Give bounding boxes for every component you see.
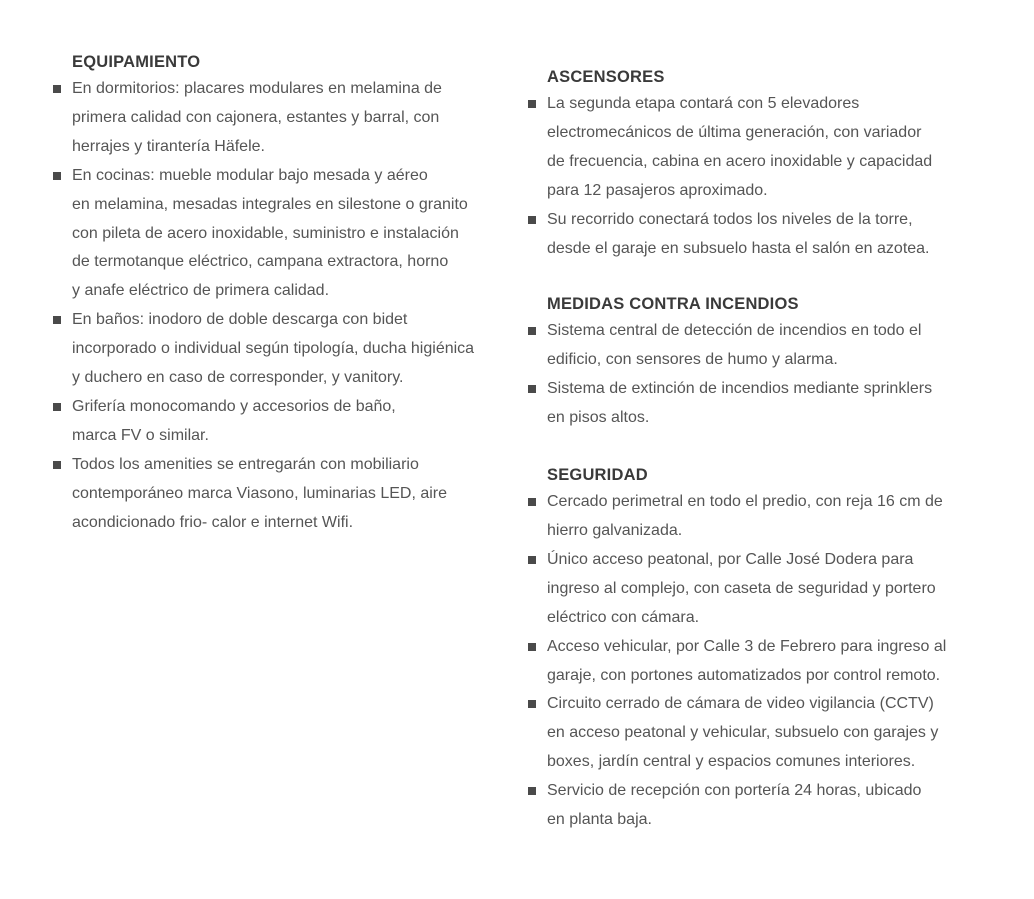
item-text-line: hierro galvanizada. — [547, 521, 683, 539]
square-bullet-icon — [528, 216, 536, 224]
item-text-line: en acceso peatonal y vehicular, subsuelo con garajes y — [547, 724, 939, 742]
item-text-line: en pisos altos. — [547, 409, 650, 427]
left-column — [52, 50, 532, 538]
square-bullet-icon — [528, 385, 536, 393]
list-equipamiento — [52, 75, 532, 538]
square-bullet-icon — [53, 316, 61, 324]
list-item — [527, 375, 1002, 433]
item-text-line: En dormitorios: placares modulares en melamina de — [72, 80, 442, 97]
item-text-line: de termotanque eléctrico, campana extractora, horno — [72, 253, 449, 271]
square-bullet-icon — [53, 172, 61, 180]
item-text-line: marca FV o similar. — [72, 426, 209, 444]
item-text-line: Circuito cerrado de cámara de video vigilancia (CCTV) — [547, 695, 934, 713]
item-text-line: Sistema central de detección de incendios en todo el — [547, 322, 922, 340]
item-text-line: primera calidad con cajonera, estantes y barral, con — [72, 108, 440, 126]
item-text-line: Acceso vehicular, por Calle 3 de Febrero para ingreso al — [547, 637, 947, 655]
item-text-line: En cocinas: mueble modular bajo mesada y aéreo — [72, 166, 428, 184]
list-item — [52, 162, 532, 307]
item-text-line: Único acceso peatonal, por Calle José Dodera para — [547, 550, 914, 568]
section-ascensores — [527, 65, 1002, 263]
square-bullet-icon — [528, 787, 536, 795]
item-text-line: electromecánicos de última generación, con variador — [547, 123, 922, 141]
section-seguridad — [527, 463, 1002, 835]
section-equipamiento — [52, 50, 532, 538]
item-text-line: edificio, con sensores de humo y alarma. — [547, 351, 838, 369]
item-text-line: y anafe eléctrico de primera calidad. — [72, 282, 330, 300]
item-text-line: desde el garaje en subsuelo hasta el salón en azotea. — [547, 239, 930, 257]
square-bullet-icon — [53, 461, 61, 469]
item-text-line: de frecuencia, cabina en acero inoxidable y capacidad — [547, 152, 933, 170]
item-text-line: Su recorrido conectará todos los niveles de la torre, — [547, 210, 913, 228]
item-text-line: La segunda etapa contará con 5 elevadores — [547, 95, 860, 112]
list-item — [527, 206, 1002, 264]
item-text-line: ingreso al complejo, con caseta de seguridad y portero — [547, 579, 936, 597]
item-text-line: Sistema de extinción de incendios mediante sprinklers — [547, 380, 933, 398]
item-text-line: herrajes y tirantería Häfele. — [72, 137, 265, 155]
item-text-line: para 12 pasajeros aproximado. — [547, 181, 768, 199]
square-bullet-icon — [528, 700, 536, 708]
list-item — [527, 317, 1002, 375]
item-text-line: boxes, jardín central y espacios comunes interiores. — [547, 753, 916, 771]
item-text-line: con pileta de acero inoxidable, suministro e instalación — [72, 224, 459, 242]
item-text-line: garaje, con portones automatizados por control remoto. — [547, 666, 941, 684]
list-ascensores — [527, 90, 1002, 263]
list-seguridad — [527, 488, 1002, 835]
item-text-line: contemporáneo marca Viasono, luminarias LED, aire — [72, 484, 448, 502]
list-medidas — [527, 317, 1002, 433]
item-text-line: Grifería monocomando y accesorios de baño, — [72, 397, 396, 415]
square-bullet-icon — [528, 327, 536, 335]
list-item — [52, 306, 532, 393]
list-item — [527, 90, 1002, 206]
list-item — [52, 75, 532, 162]
section-medidas-contra-incendios — [527, 292, 1002, 433]
section-title-ascensores: ASCENSORES — [547, 68, 665, 86]
list-item — [527, 690, 1002, 777]
list-item — [52, 451, 532, 538]
list-item — [527, 633, 1002, 691]
item-text-line: Cercado perimetral en todo el predio, con reja 16 cm de — [547, 493, 943, 511]
square-bullet-icon — [528, 100, 536, 108]
list-item — [527, 546, 1002, 633]
right-column — [527, 65, 1002, 835]
square-bullet-icon — [53, 85, 61, 93]
square-bullet-icon — [528, 498, 536, 506]
item-text-line: incorporado o individual según tipología, ducha higiénica — [72, 340, 475, 358]
list-item — [52, 393, 532, 451]
square-bullet-icon — [528, 643, 536, 651]
item-text-line: eléctrico con cámara. — [547, 608, 700, 626]
section-title-medidas: MEDIDAS CONTRA INCENDIOS — [547, 295, 799, 314]
item-text-line: en planta baja. — [547, 811, 652, 829]
item-text-line: En baños: inodoro de doble descarga con bidet — [72, 311, 408, 329]
item-text-line: Servicio de recepción con portería 24 horas, ubicado — [547, 782, 922, 800]
square-bullet-icon — [528, 556, 536, 564]
list-item — [527, 488, 1002, 546]
list-item — [527, 777, 1002, 835]
section-title-seguridad: SEGURIDAD — [547, 466, 648, 485]
item-text-line: y duchero en caso de corresponder, y vanitory. — [72, 369, 404, 387]
item-text-line: acondicionado frio- calor e internet Wifi. — [72, 513, 354, 531]
item-text-line: en melamina, mesadas integrales en silestone o granito — [72, 195, 468, 213]
square-bullet-icon — [53, 403, 61, 411]
item-text-line: Todos los amenities se entregarán con mobiliario — [72, 455, 419, 473]
section-title-equipamiento: EQUIPAMIENTO — [72, 53, 201, 71]
